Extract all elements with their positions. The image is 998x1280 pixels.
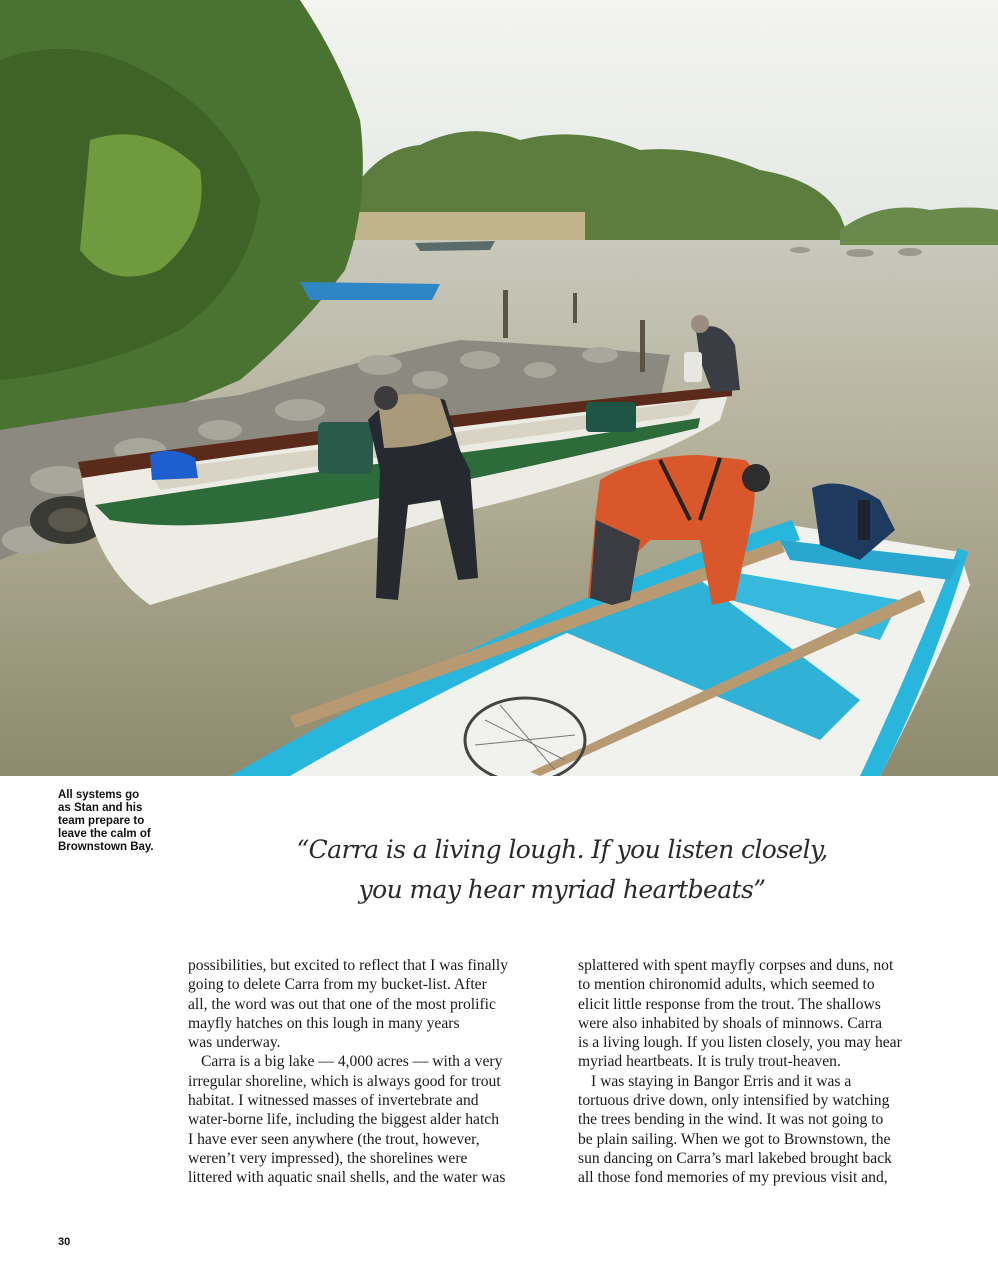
text-line: littered with aquatic snail shells, and the water was — [188, 1169, 506, 1187]
text-line: splattered with spent mayfly corpses and duns, not — [578, 957, 894, 974]
text-line: habitat. I witnessed masses of invertebrate and — [188, 1092, 479, 1110]
text-line: is a living lough. If you listen closely, you may hear — [578, 1034, 902, 1052]
caption-line: as Stan and his — [58, 802, 143, 814]
text-line: sun dancing on Carra’s marl lakebed brought back — [578, 1149, 892, 1167]
body-column-right — [578, 956, 938, 1188]
page-number: 30 — [58, 1236, 71, 1248]
text-line: going to delete Carra from my bucket-list. After — [188, 976, 487, 994]
text-line: was underway. — [188, 1034, 281, 1052]
photo-caption — [58, 789, 178, 854]
caption-line: team prepare to — [58, 815, 145, 827]
caption-line: Brownstown Bay. — [58, 841, 154, 853]
text-line: mayfly hatches on this lough in many years — [188, 1014, 460, 1032]
text-line: weren’t very impressed), the shorelines were — [188, 1149, 468, 1167]
text-line: to mention chironomid adults, which seemed to — [578, 976, 875, 994]
text-line: water-borne life, including the biggest alder hatch — [188, 1111, 500, 1129]
text-line: be plain sailing. When we got to Brownstown, the — [578, 1130, 891, 1148]
text-line: were also inhabited by shoals of minnows. Carra — [578, 1014, 883, 1032]
pull-quote — [262, 830, 862, 910]
text-line: possibilities, but excited to reflect that I was finally — [188, 957, 509, 974]
text-line: the trees bending in the wind. It was not going to — [578, 1111, 884, 1129]
caption-line: leave the calm of — [58, 828, 151, 840]
text-line: I have ever seen anywhere (the trout, however, — [188, 1130, 480, 1148]
pull-quote-line: “Carra is a living lough. If you listen closely, — [296, 835, 828, 864]
text-line: all, the word was out that one of the most prolific — [188, 995, 496, 1013]
caption-line: All systems go — [58, 789, 140, 801]
text-line: myriad heartbeats. It is truly trout-heaven. — [578, 1053, 841, 1071]
pull-quote-line: you may hear myriad heartbeats” — [358, 875, 766, 904]
text-line: irregular shoreline, which is always good for trout — [188, 1072, 501, 1090]
text-line: all those fond memories of my previous visit and, — [578, 1169, 888, 1187]
text-line: I was staying in Bangor Erris and it was a — [591, 1072, 852, 1090]
text-line: tortuous drive down, only intensified by watching — [578, 1092, 890, 1110]
text-line: Carra is a big lake — 4,000 acres — with a very — [201, 1053, 503, 1071]
text-line: elicit little response from the trout. The shallows — [578, 995, 881, 1013]
body-column-left — [188, 956, 548, 1188]
